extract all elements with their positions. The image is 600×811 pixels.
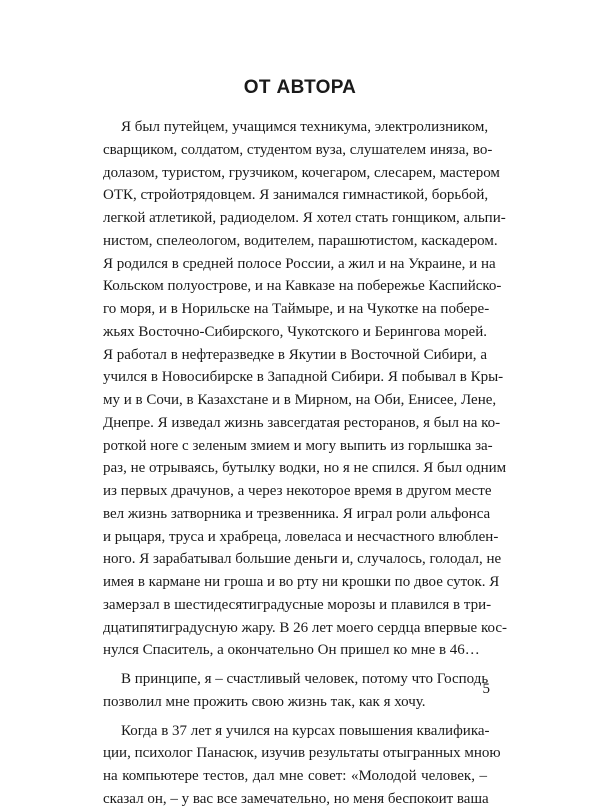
text-line: Я работал в нефтеразведке в Якутии в Восточной Сибири, а [103, 346, 487, 363]
page-number: 5 [482, 681, 490, 697]
text-line: ного. Я зарабатывал большие деньги и, случалось, голодал, не [103, 551, 502, 568]
text-line: легкой атлетикой, радиоделом. Я хотел стать гонщиком, альпи- [103, 210, 506, 226]
text-line: нистом, спелеологом, водителем, парашютистом, каскадером. [103, 232, 498, 249]
paragraph-2 [103, 668, 487, 714]
text-line: учился в Новосибирске в Западной Сибири. Я побывал в Кры- [103, 369, 504, 386]
text-line: из первых драчунов, а через некоторое время в другом месте [103, 483, 492, 499]
text-line: вел жизнь затворника и трезвенника. Я играл роли альфонса [103, 505, 491, 522]
body-text [103, 116, 507, 811]
text-line: Я родился в средней полосе России, а жил и на Украине, и на [103, 255, 496, 272]
text-line: ОТК, стройотрядовцем. Я занимался гимнастикой, борьбой, [103, 187, 489, 204]
text-line: Кольском полуострове, и на Кавказе на побережье Каспийско- [103, 278, 502, 295]
chapter-title: ОТ АВТОРА [243, 77, 357, 98]
text-line: роткой ноге с зеленым змием и могу выпить из горлышка за- [103, 437, 493, 454]
text-line: и рыцаря, труса и храбреца, ловеласа и несчастного влюблен- [103, 528, 499, 545]
text-line: Я был путейцем, учащимся техникума, электролизником, [121, 119, 489, 135]
text-line: дцатипятиградусную жару. В 26 лет моего сердца впервые кос- [103, 619, 507, 636]
text-line: нулся Спаситель, а окончательно Он пришел ко мне в 46… [103, 642, 480, 659]
text-line: му и в Сочи, в Казахстане и в Мирном, на Оби, Енисее, Лене, [103, 392, 497, 408]
text-line: сварщиком, солдатом, студентом вуза, слушателем иняза, во- [103, 141, 493, 158]
paragraph-1 [103, 116, 507, 662]
text-line: жьях Восточно-Сибирского, Чукотского и Берингова морей. [103, 323, 487, 340]
paragraph-3 [103, 720, 501, 811]
text-line: долазом, туристом, грузчиком, кочегаром, слесарем, мастером [103, 164, 500, 181]
text-line: Когда в 37 лет я учился на курсах повышения квалифика- [121, 722, 490, 739]
text-line: сказал он, – у вас все замечательно, но меня беспокоит ваша [103, 790, 489, 807]
text-line: позволил мне прожить свою жизнь так, как я хочу. [103, 693, 426, 710]
text-line: го моря, и в Норильске на Таймыре, и на Чукотке на побере- [103, 301, 490, 317]
text-line: имея в кармане ни гроша и во рту ни крошки по двое суток. Я [103, 574, 500, 590]
text-line: раз, не отрываясь, бутылку водки, но я не спился. Я был одним [103, 460, 507, 477]
text-line: на компьютере тестов, дал мне совет: «Молодой человек, – [103, 768, 487, 784]
text-line: ции, психолог Панасюк, изучив результаты отыгранных мною [103, 745, 501, 762]
text-line: Днепре. Я изведал жизнь завсегдатая ресторанов, я был на ко- [103, 414, 501, 431]
text-line: В принципе, я – счастливый человек, потому что Господь [121, 671, 489, 687]
text-line: замерзал в шестидесятиградусные морозы и плавился в три- [103, 596, 492, 613]
